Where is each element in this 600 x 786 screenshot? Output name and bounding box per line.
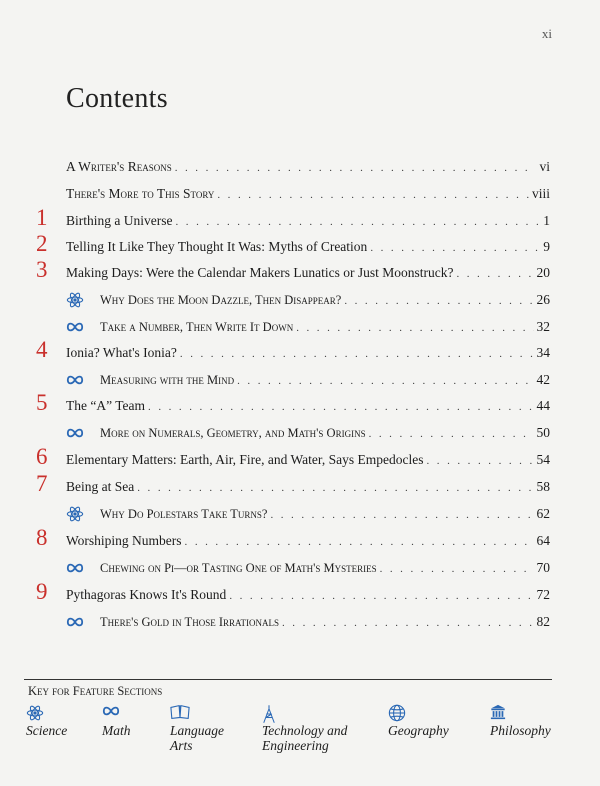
toc-chapter-entry [0, 337, 600, 369]
chapter-number: 7 [36, 471, 48, 496]
toc-entry-title: Ionia? What's Ionia? [66, 345, 177, 360]
toc-page-number: 26 [536, 292, 550, 307]
math-icon [66, 424, 84, 442]
toc-page-number: 9 [543, 239, 550, 254]
toc-page-number: 64 [536, 533, 550, 548]
chapter-number: 2 [36, 231, 48, 256]
key-label: Language [170, 723, 224, 738]
leader-dots [148, 401, 533, 413]
leader-dots [282, 617, 534, 629]
toc-page-number: 50 [536, 425, 550, 440]
leader-dots [344, 295, 533, 307]
key-label: Geography [388, 723, 449, 738]
leader-dots [137, 482, 533, 494]
toc-page-number: 44 [536, 398, 550, 413]
toc-feature-entry [0, 370, 600, 396]
key-label: Math [102, 723, 131, 738]
leader-dots [426, 455, 533, 467]
chapter-number: 6 [36, 444, 48, 469]
leader-dots [270, 509, 533, 521]
leader-dots [175, 162, 537, 174]
toc-feature-entry [0, 290, 600, 316]
key-item-geography [388, 704, 449, 739]
math-icon [66, 318, 84, 336]
toc-page-number: 62 [536, 506, 550, 521]
science-icon [66, 505, 84, 523]
toc-feature-entry [0, 504, 600, 530]
toc-entry-title: Birthing a Universe [66, 213, 173, 228]
key-label: Philosophy [490, 723, 551, 738]
math-icon [102, 704, 120, 722]
toc-page-number: 42 [536, 372, 550, 387]
toc-page-number: 70 [536, 560, 550, 575]
chapter-number: 8 [36, 525, 48, 550]
key-label: Science [26, 723, 68, 738]
toc-front-entry [0, 184, 600, 210]
science-icon [26, 704, 44, 722]
key-divider [24, 679, 552, 680]
leader-dots [217, 189, 529, 201]
toc-entry-title: Why Do Polestars Take Turns? [100, 507, 268, 521]
toc-page-number: 54 [536, 452, 550, 467]
toc-entry-title: Making Days: Were the Calendar Makers Lunatics or Just Moonstruck? [66, 265, 454, 280]
toc-page-number: 32 [536, 319, 550, 334]
toc-chapter-entry [0, 205, 600, 237]
leader-dots [237, 375, 533, 387]
toc-feature-entry [0, 423, 600, 449]
leader-dots [180, 348, 534, 360]
philosophy-icon [490, 704, 508, 722]
leader-dots [296, 322, 533, 334]
leader-dots [175, 216, 540, 228]
toc-chapter-entry [0, 525, 600, 557]
math-icon [66, 559, 84, 577]
toc-feature-entry [0, 317, 600, 343]
toc-entry-title: There's More to This Story [66, 186, 215, 201]
toc-front-entry [0, 157, 600, 183]
geography-icon [388, 704, 406, 722]
science-icon [66, 291, 84, 309]
toc-page-number: 72 [536, 587, 550, 602]
toc-entry-title: Worshiping Numbers [66, 533, 182, 548]
chapter-number: 1 [36, 205, 48, 230]
page-title: Contents [66, 82, 168, 114]
toc-page-number: viii [531, 186, 550, 201]
key-label: Technology and [262, 723, 348, 738]
technology-icon [262, 704, 280, 722]
key-item-technology [262, 704, 347, 752]
chapter-number: 4 [36, 337, 48, 362]
math-icon [66, 371, 84, 389]
toc-page-number: 20 [536, 265, 550, 280]
toc-chapter-entry [0, 231, 600, 263]
chapter-number: 5 [36, 390, 48, 415]
toc-chapter-entry [0, 390, 600, 422]
toc-page-number: 1 [543, 213, 550, 228]
key-label-line2: Engineering [262, 738, 329, 753]
toc-page-number: 82 [536, 614, 550, 629]
toc-entry-title: Telling It Like They Thought It Was: Myths of Creation [66, 239, 368, 254]
toc-feature-entry [0, 612, 600, 638]
toc-entry-title: Elementary Matters: Earth, Air, Fire, and Water, Says Empedocles [66, 452, 424, 467]
leader-dots [380, 563, 534, 575]
key-item-math [102, 704, 131, 739]
math-icon [66, 613, 84, 631]
key-item-language-arts [170, 704, 224, 752]
key-label-line2: Arts [170, 738, 193, 753]
chapter-number: 3 [36, 257, 48, 282]
leader-dots [369, 428, 534, 440]
toc-entry-title: Being at Sea [66, 479, 135, 494]
toc-chapter-entry [0, 579, 600, 611]
toc-entry-title: Why Does the Moon Dazzle, Then Disappear? [100, 293, 342, 307]
toc-entry-title: Take a Number, Then Write It Down [100, 320, 294, 334]
toc-entry-title: More on Numerals, Geometry, and Math's Origins [100, 426, 366, 440]
key-title: Key for Feature Sections [28, 684, 163, 698]
toc-page-number: vi [539, 159, 550, 174]
key-item-philosophy [490, 704, 551, 739]
leader-dots [229, 590, 533, 602]
toc-entry-title: There's Gold in Those Irrationals [100, 615, 279, 629]
toc-entry-title: Chewing on Pi—or Tasting One of Math's Mysteries [100, 561, 377, 575]
toc-chapter-entry [0, 257, 600, 289]
language-arts-icon [170, 704, 188, 722]
leader-dots [185, 536, 534, 548]
toc-feature-entry [0, 558, 600, 584]
toc-chapter-entry [0, 471, 600, 503]
toc-page-number: 34 [536, 345, 550, 360]
leader-dots [456, 268, 533, 280]
leader-dots [370, 242, 540, 254]
toc-entry-title: Pythagoras Knows It's Round [66, 587, 227, 602]
page-number: xi [541, 26, 552, 41]
toc-entry-title: The “A” Team [66, 398, 146, 413]
chapter-number: 9 [36, 579, 48, 604]
toc-entry-title: Measuring with the Mind [100, 373, 235, 387]
toc-chapter-entry [0, 444, 600, 476]
toc-page-number: 58 [536, 479, 550, 494]
key-item-science [26, 704, 67, 739]
toc-entry-title: A Writer's Reasons [66, 159, 172, 174]
